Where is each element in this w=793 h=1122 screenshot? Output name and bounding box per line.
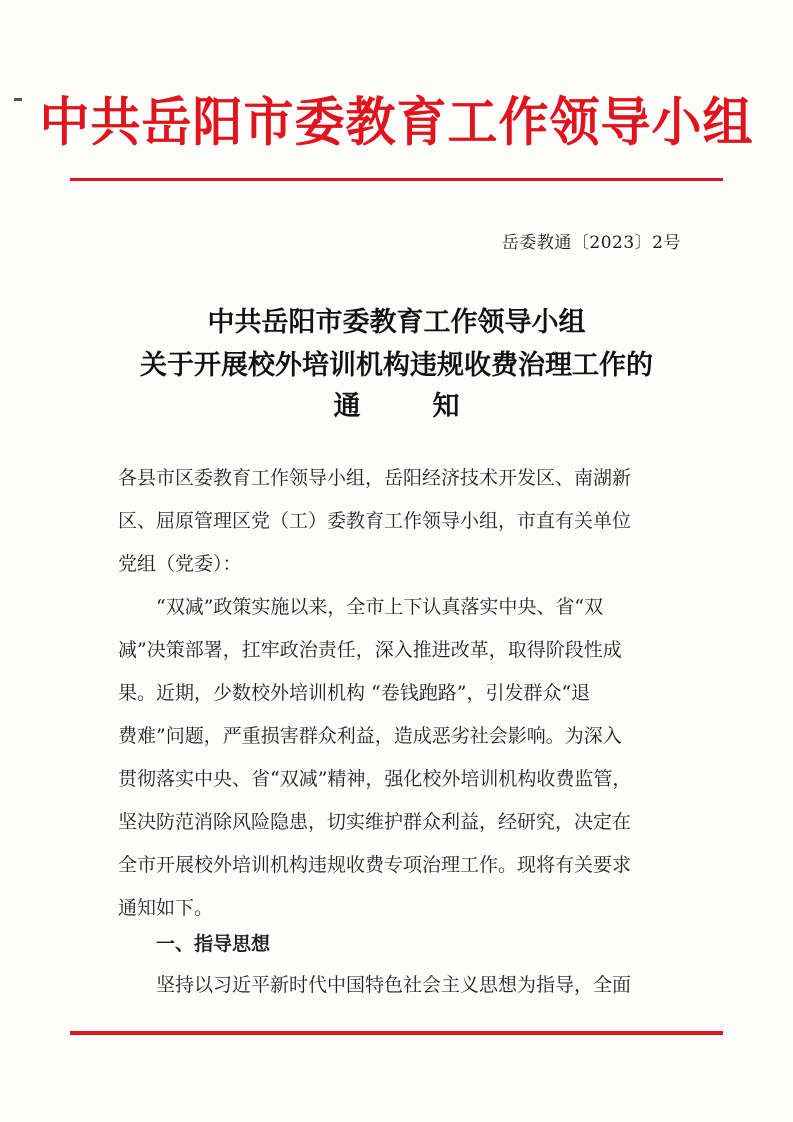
section-heading: 一、指导思想 [156, 933, 271, 955]
notice-title-char-tong: 通 [333, 391, 361, 422]
addressee-line-1: 各县市区委教育工作领导小组，岳阳经济技术开发区、南湖新 [118, 467, 632, 489]
notice-title-line-2: 关于开展校外培训机构违规收费治理工作的 [140, 350, 653, 381]
paragraph-line: “双减”政策实施以来，全市上下认真落实中央、省“双 [156, 596, 604, 618]
paragraph-line: 费难”问题，严重损害群众利益，造成恶劣社会影响。为深入 [118, 725, 622, 747]
notice-body [118, 0, 686, 1122]
paragraph-line: 减”决策部署，扛牢政治责任，深入推进改革，取得阶段性成 [118, 639, 622, 661]
paragraph-line: 果。近期，少数校外培训机构 “卷钱跑路”，引发群众“退 [118, 682, 591, 704]
paragraph-line: 坚决防范消除风险隐患，切实维护群众利益，经研究，决定在 [118, 811, 632, 833]
document-number: 岳委教通〔2023〕2号 [501, 233, 681, 253]
red-header-title: 中共岳阳市委教育工作领导小组 [39, 91, 754, 153]
paragraph-line: 通知如下。 [118, 897, 214, 919]
addressee-line-3: 党组（党委）： [118, 553, 242, 575]
paragraph-line: 全市开展校外培训机构违规收费专项治理工作。现将有关要求 [118, 854, 632, 876]
notice-title-line-1: 中共岳阳市委教育工作领导小组 [207, 307, 586, 338]
notice-title-char-zhi: 知 [432, 391, 460, 422]
paragraph-line: 贯彻落实中央、省“双减”精神，强化校外培训机构收费监管， [118, 768, 632, 790]
paragraph-line: 坚持以习近平新时代中国特色社会主义思想为指导，全面 [156, 974, 632, 996]
red-footer-rule [70, 1031, 723, 1035]
addressee-line-2: 区、屈原管理区党（工）委教育工作领导小组，市直有关单位 [118, 510, 632, 532]
